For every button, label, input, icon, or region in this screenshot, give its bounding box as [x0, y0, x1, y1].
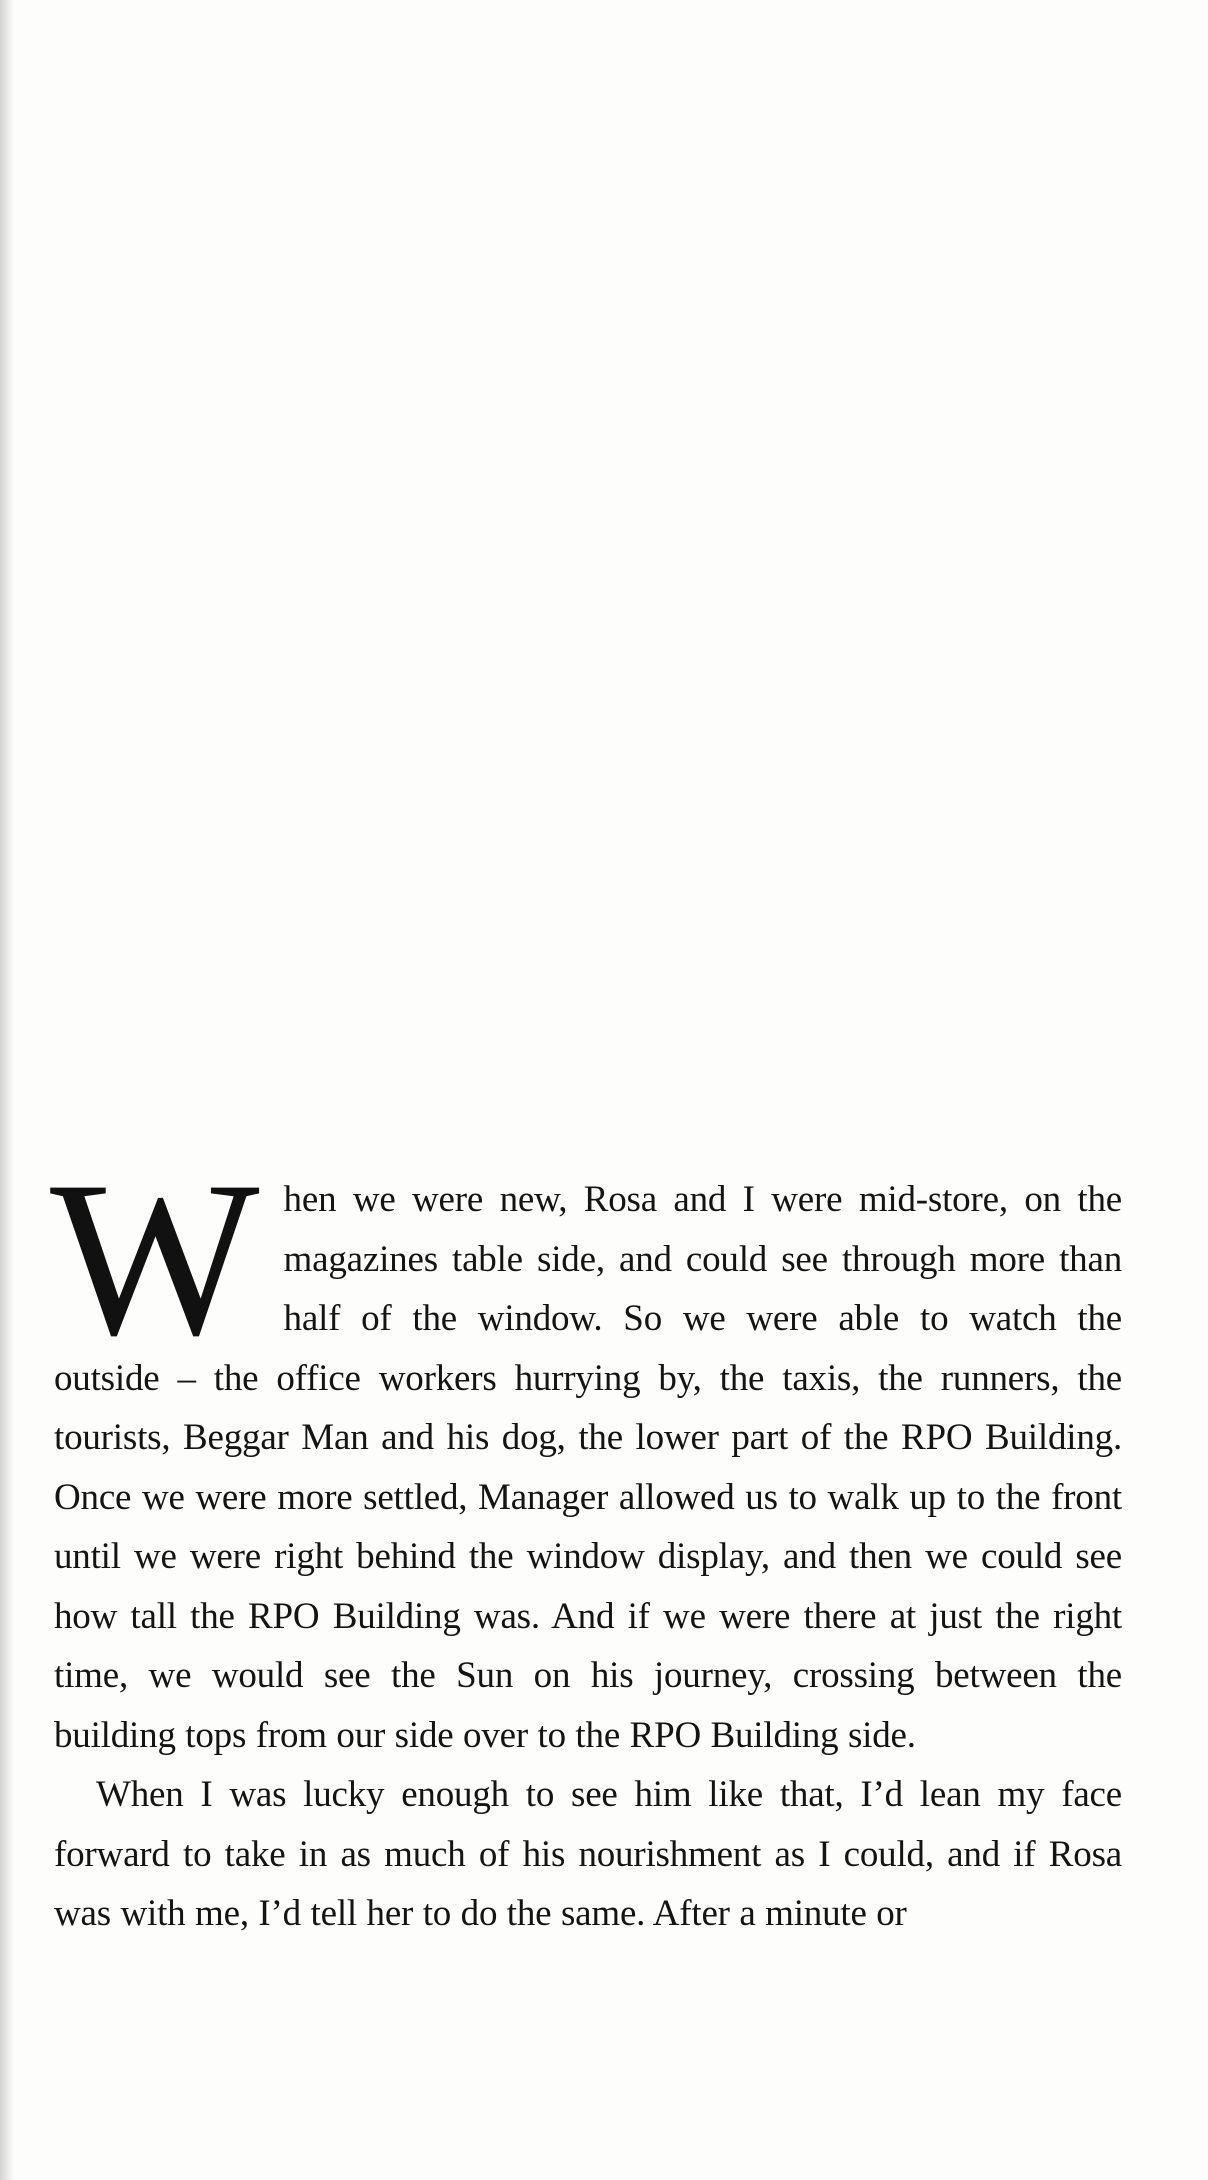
drop-cap-letter: W [50, 1136, 260, 1382]
chapter-text [50, 1136, 1122, 1944]
page-edge-shadow [0, 0, 14, 2180]
paragraph-1: hen we were new, Rosa and I were mid-store, on the magazines table side, and could see through more than half of the window. So we were able to watch the outside – the office workers hurrying by, the taxis, the runners, the tourists, Beggar Man and his dog, the lower part of the RPO Building. Once we were more settled, Manager allowed us to walk up to the front until we were right behind the window display, and then we could see how tall the RPO Building was. And if we were there at just the right time, we would see the Sun on his journey, crossing between the building tops from our side over to the RPO Building side. [54, 1179, 1122, 1756]
paragraph-2: When I was lucky enough to see him like that, I’d lean my face forward to take in as much of his nourishment as I could, and if Rosa was with me, I’d tell her to do the same. After a minute or [54, 1774, 1122, 1934]
